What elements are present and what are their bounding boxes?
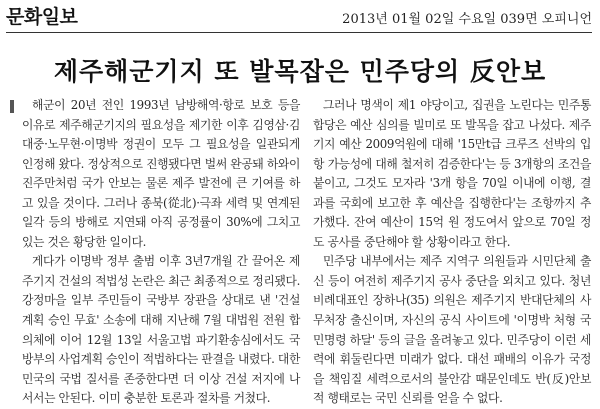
article-paragraph: 게다가 이명박 정부 출범 이후 3년7개월 간 끌어온 제주기지 건설의 적법성 논란은 최근 최종적으로 정리됐다. 강정마을 일부 주민들이 국방부 장관을 상대로 낸 '건설계획 승인 무효' 소송에 대해 지난해 7월 대법원 전원 합의체에 이어 12월 13일 서울고법 파기환송심에서도 국방부의 사업계획 승인이 적법하다는 판결을 내렸다. 대한민국의 국법 질서를 존중한다면 더 이상 건설 저지에 나서서는 안된다. 이미 충분한 토론과 절차를 거쳤다.	[22, 254, 300, 406]
article-headline: 제주해군기지 또 발목잡은 민주당의 反안보	[53, 57, 547, 86]
article-paragraph: 그러나 명색이 제1 야당이고, 집권을 노린다는 민주통합당은 예산 심의를 빌미로 또 발목을 잡고 나섰다. 제주기지 예산 2009억원에 대해 '15만t급 크루즈 선박의 입항 가능성에 대해 철저히 검증한다'는 등 3개항의 조건을 붙이고, 그것도 모자라 '3개 항을 70일 이내에 이행, 결과를 국회에 보고한 후 예산을 집행한다'는 조항까지 추가했다. 잔여 예산이 15억 원 정도여서 앞으로 70일 정도 공사를 중단해야 할 상황이라고 한다.	[313, 98, 591, 249]
weekday: 수요일	[458, 12, 497, 27]
header-divider	[6, 32, 592, 33]
dateline	[342, 8, 592, 27]
article-column-right	[313, 96, 591, 409]
article-paragraph: 민주당 내부에서는 제주 지역구 의원들과 시민단체 출신 등이 여전히 제주기지 공사 중단을 외치고 있다. 청년비례대표인 장하나(35) 의원은 제주기지 반대단체의 사무처장 출신이며, 자신의 공식 사이트에 '이명박 처형 국민명령 하달' 등의 글을 올려놓고 있다. 민주당이 이런 세력에 휘둘린다면 미래가 없다. 대선 패배의 이유가 국정을 책임질 세력으로서의 불안감 때문인데도 반(反)안보적 행태로는 국민 신뢰를 얻을 수 없다.	[313, 254, 591, 406]
paragraph-marker	[10, 100, 14, 113]
article-column-left	[22, 96, 300, 409]
newspaper-name: 문화일보	[6, 6, 78, 28]
masthead	[6, 2, 592, 30]
section-name: 오피니언	[541, 12, 592, 27]
publication-date: 2013년 01월 02일	[342, 12, 455, 27]
article-paragraph: 해군이 20년 전인 1993년 남방해역·항로 보호 등을 이유로 제주해군기지의 필요성을 제기한 이후 김영삼·김대중·노무현·이명박 정권이 모두 그 필요성을 일관되게 인정해 왔다. 정상적으로 진행됐다면 벌써 완공돼 하와이 진주만처럼 국가 안보는 물론 제주 발전에 큰 기여를 하고 있을 것이다. 그러나 종북(從北)·극좌 세력 및 연계된 일각 등의 방해로 지연돼 아직 공정률이 30%에 그치고 있는 것은 황당한 일이다.	[22, 98, 300, 249]
page-number: 039면	[500, 12, 538, 27]
